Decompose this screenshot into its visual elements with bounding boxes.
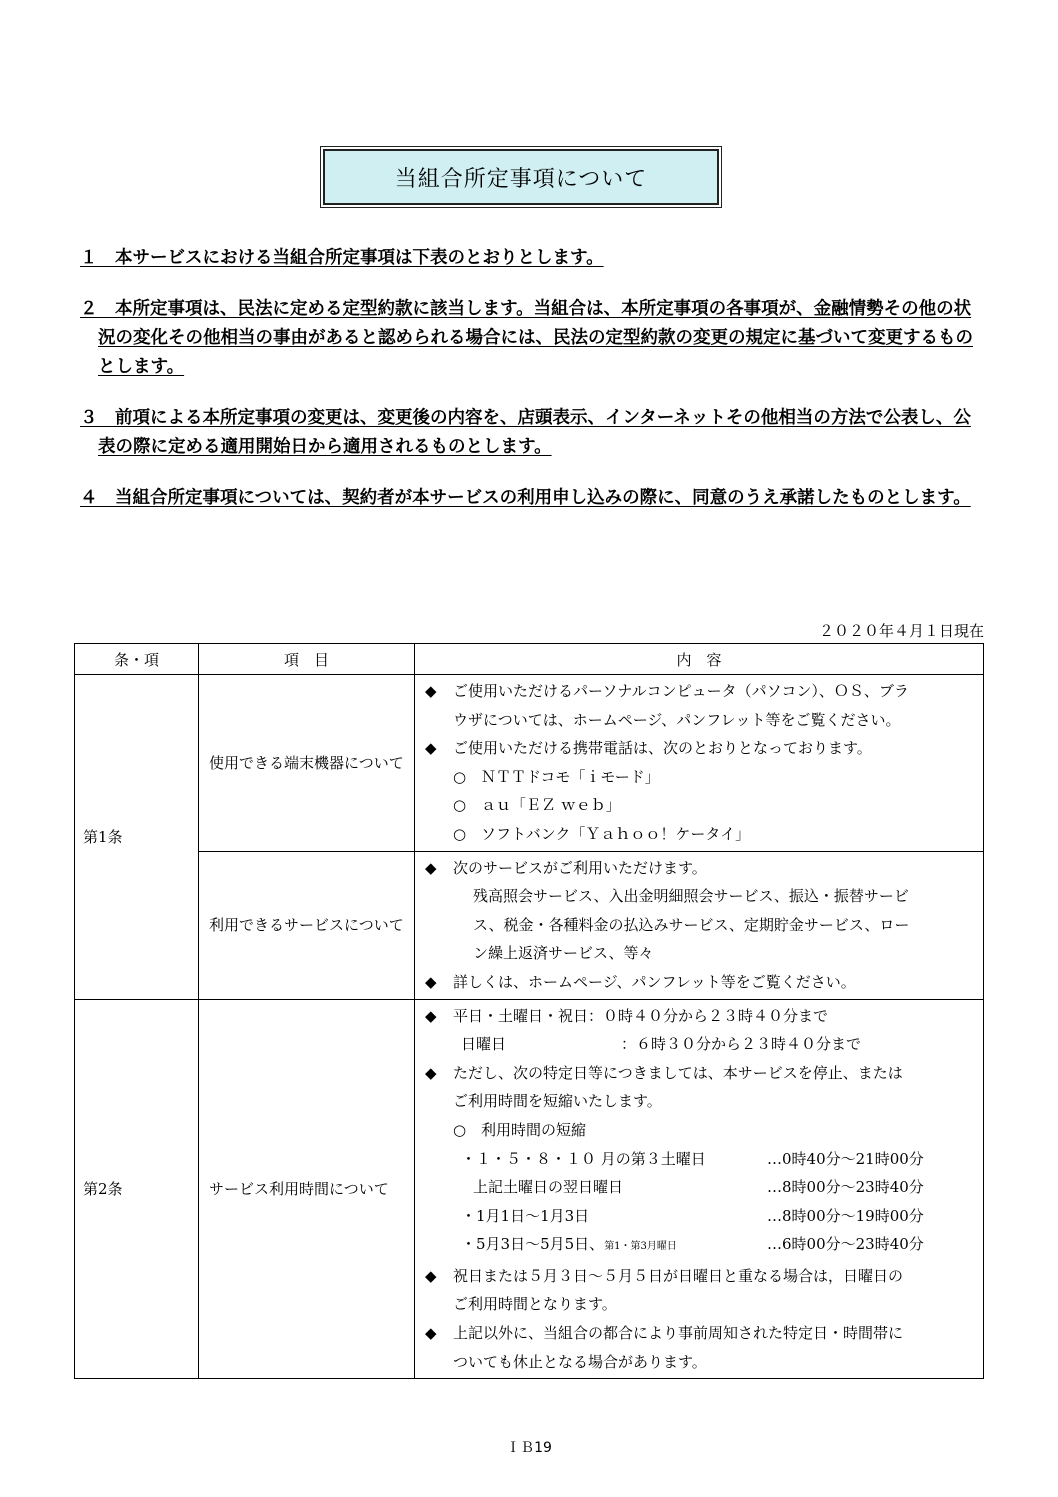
terms-table bbox=[74, 643, 984, 1379]
item-cell: 使用できる端末機器について bbox=[199, 675, 415, 852]
item-cell: 利用できるサービスについて bbox=[199, 851, 415, 999]
clause-4: ４ 当組合所定事項については、契約者が本サービスの利用申し込みの際に、同意のうえ承諾したものとします。 bbox=[80, 488, 971, 508]
header-item: 項 目 bbox=[199, 644, 415, 675]
circle-bullet-icon: ○ bbox=[453, 796, 467, 815]
table-row bbox=[75, 851, 984, 999]
circle-bullet-icon: ○ bbox=[453, 824, 467, 843]
circle-bullet-icon: ○ bbox=[453, 1120, 467, 1139]
table-row bbox=[75, 675, 984, 852]
header-content: 内 容 bbox=[415, 644, 984, 675]
page-footer: ＩＢ19 bbox=[506, 1440, 552, 1456]
diamond-bullet-icon: ◆ bbox=[425, 972, 437, 991]
diamond-bullet-icon: ◆ bbox=[425, 1063, 437, 1082]
clause-3: ３ 前項による本所定事項の変更は、変更後の内容を、店頭表示、インターネットその他相当の方法で公表し、公表の際に定める適用開始日から適用されるものとします。 bbox=[80, 408, 971, 457]
clause-2: ２ 本所定事項は、民法に定める定型約款に該当します。当組合は、本所定事項の各事項が、金融情勢その他の状況の変化その他相当の事由があると認められる場合には、民法の定型約款の変更の規定に基づいて変更するものとします。 bbox=[80, 299, 973, 377]
content-cell: ◆ 次のサービスがご利用いただけます。 残高照会サービス、入出金明細照会サービス、振込・振替サービ ス、税金・各種料金の払込みサービス、定期貯金サービス、ロー ン繰上返済サービス、等々 ◆ 詳しくは、ホームページ、パンフレット等をご覧ください。 bbox=[415, 851, 984, 999]
table-row bbox=[75, 999, 984, 1379]
article-cell: 第1条 bbox=[75, 675, 199, 1000]
page-title: 当組合所定事項について bbox=[323, 149, 719, 205]
table-header-row bbox=[75, 644, 984, 675]
header-article: 条・項 bbox=[75, 644, 199, 675]
content-cell: ◆ ご使用いただけるパーソナルコンピュータ（パソコン）、ＯＳ、ブラ ウザについては、ホームページ、パンフレット等をご覧ください。 ◆ ご使用いただける携帯電話は、次のとおりとなっております。 ○ ＮＴＴドコモ「ｉモード」 ○ ａｕ「ＥＺ ｗｅｂ」 ○ ソフトバンク「Ｙａｈｏｏ！ケータイ」 bbox=[415, 675, 984, 852]
diamond-bullet-icon: ◆ bbox=[425, 1266, 437, 1285]
diamond-bullet-icon: ◆ bbox=[425, 1324, 437, 1343]
content-cell: ◆ 平日・土曜日・祝日：０時４０分から２３時４０分まで 日曜日 ：６時３０分から２３時４０分まで ◆ ただし、次の特定日等につきましては、本サービスを停止、または ご利用時間を短縮いたします。 ○ 利用時間の短縮 ・１・５・８・１０ 月の第３土曜日 …0時40分～21時00分 上記土曜日の翌日曜日 …8時00分～23時40分 ・1月1日～1月3日 …8時00分～19時00分 ・5月3日～5月5日、第1・第3月曜日 …6時00分～23時40分 ◆ 祝日または５月３日～５月５日が日曜日と重なる場合は，日曜日の ご利用時間となります。 ◆ 上記以外に、当組合の都合により事前周知された特定日・時間帯に ついても休止となる場合があります。 bbox=[415, 999, 984, 1379]
clause-list bbox=[80, 244, 986, 535]
diamond-bullet-icon: ◆ bbox=[425, 858, 437, 877]
diamond-bullet-icon: ◆ bbox=[425, 1006, 437, 1025]
article-cell: 第2条 bbox=[75, 999, 199, 1379]
circle-bullet-icon: ○ bbox=[453, 767, 467, 786]
item-cell: サービス利用時間について bbox=[199, 999, 415, 1379]
diamond-bullet-icon: ◆ bbox=[425, 682, 437, 700]
effective-date: ２０２０年４月１日現在 bbox=[818, 622, 984, 640]
diamond-bullet-icon: ◆ bbox=[425, 739, 437, 758]
clause-1: １ 本サービスにおける当組合所定事項は下表のとおりとします。 bbox=[80, 248, 604, 268]
